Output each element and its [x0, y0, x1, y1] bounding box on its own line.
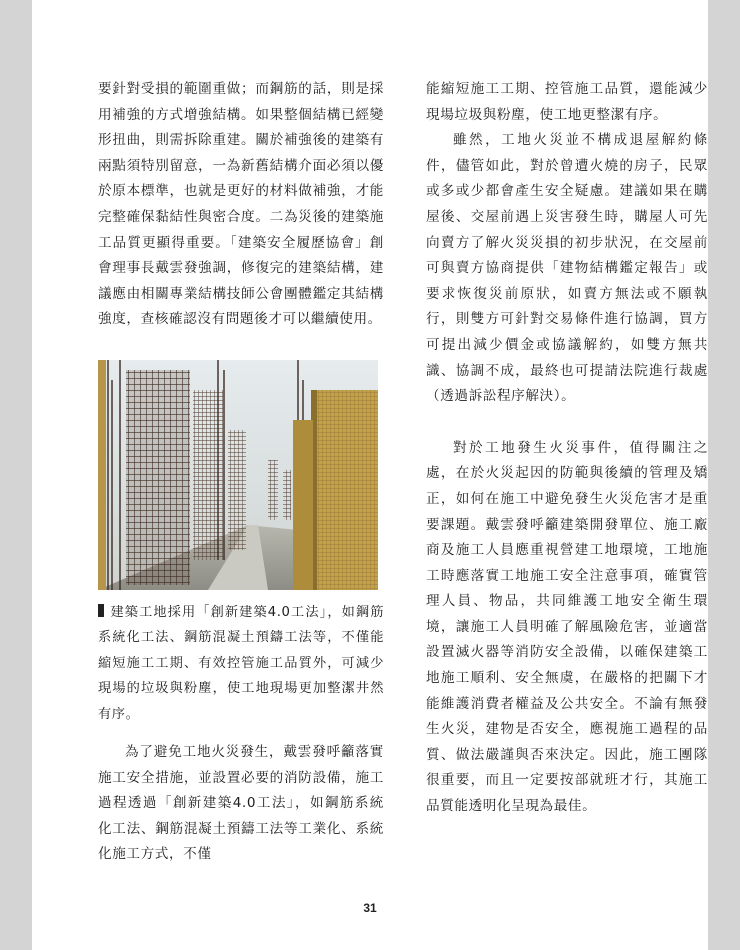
caption-marker-icon [98, 604, 104, 617]
paragraph: 對於工地發生火災事件，值得關注之處，在於火災起因的防範與後續的管理及矯正，如何在施工中避免發生火災危害才是重要課題。戴雲發呼籲建築開發單位、施工廠商及施工人員應重視營建工地環境，工地施工時應落實工地施工安全注意事項，確實管理人員、物品，共同維護工地安全衛生環境，讓施工人員明確了解風險危害，並適當設置滅火器等消防安全設備，以確保建築工地施工順利、安全無虞，在嚴格的把關下才能維護消費者權益及公共安全。不論有無發生火災，建物是否安全，應視施工過程的品質、做法嚴謹與否來決定。因此，施工團隊很重要，而且一定要按部就班才行，其施工品質能透明化呈現為最佳。 [426, 439, 708, 815]
paragraph: 為了避免工地火災發生，戴雲發呼籲落實施工安全措施，並設置必要的消防設備，施工過程透過「創新建築4.0工法」，如鋼筋系統化工法、鋼筋混凝土預鑄工法等工業化、系統化施工方式，不僅 [98, 744, 384, 863]
construction-site-photo [98, 360, 378, 590]
caption-text: 建築工地採用「創新建築4.0工法」，如鋼筋系統化工法、鋼筋混凝土預鑄工法等，不僅能縮短施工工期、有效控管施工品質外，可減少現場的垃圾與粉塵，使工地現場更加整潔井然有序。 [98, 605, 384, 722]
paragraph: 要針對受損的範圍重做；而鋼筋的話，則是採用補強的方式增強結構。如果整個結構已經變形扭曲，則需拆除重建。關於補強後的建築有兩點須特別留意，一為新舊結構介面必須以優於原本標準，也就是更好的材料做補強，才能完整確保黏結性與密合度。二為災後的建築施工品質更顯得重要。「建築安全履歷協會」創會理事長戴雲發強調，修復完的建築結構，建議應由相關專業結構技師公會團體鑑定其結構強度，查核確認沒有問題後才可以繼續使用。 [98, 81, 384, 328]
left-column-top [98, 77, 384, 333]
right-column [426, 77, 708, 820]
page-number: 31 [363, 901, 377, 915]
photo-caption [98, 600, 384, 727]
paragraph: 能縮短施工工期、控管施工品質，還能減少現場垃圾與粉塵，使工地更整潔有序。 [426, 81, 708, 123]
left-column-bottom [98, 740, 384, 868]
magazine-page [32, 0, 708, 950]
paragraph: 雖然，工地火災並不構成退屋解約條件，儘管如此，對於曾遭火燒的房子，民眾或多或少都會產生安全疑慮。建議如果在購屋後、交屋前遇上災害發生時，購屋人可先向賣方了解火災災損的初步狀況，在交屋前可與賣方協商提供「建物結構鑑定報告」或要求恢復災前原狀，如賣方無法或不願執行，則雙方可針對交易條件進行協調，買方可提出減少價金或協議解約，如雙方無共識、協調不成，最終也可提請法院進行裁處（透過訴訟程序解決）。 [426, 132, 708, 405]
